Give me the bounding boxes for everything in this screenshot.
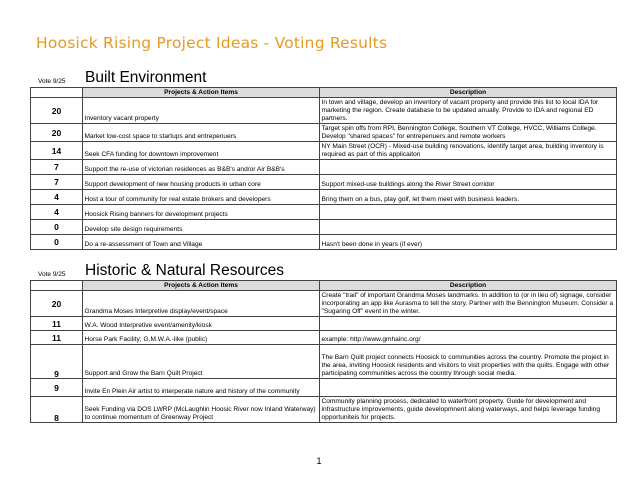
table-row (31, 345, 617, 379)
vote-count: 20 (31, 124, 83, 142)
vote-count: 11 (31, 331, 83, 345)
vote-count: 4 (31, 190, 83, 205)
votes-header-cell (31, 281, 83, 291)
description-cell (320, 317, 617, 331)
vote-count: 0 (31, 235, 83, 250)
table-row (31, 397, 617, 423)
column-header-description: Description (320, 281, 617, 291)
description-cell: Hasn't been done in years (if ever) (320, 235, 617, 250)
vote-count: 7 (31, 160, 83, 175)
vote-count: 4 (31, 205, 83, 220)
item-cell: Develop site design requirements (83, 220, 320, 235)
vote-count: 0 (31, 220, 83, 235)
table-row (31, 331, 617, 345)
description-cell: example: http://www.gmhainc.org/ (320, 331, 617, 345)
table-row (31, 98, 617, 124)
vote-count: 20 (31, 291, 83, 317)
section-historic-natural-resources (30, 260, 616, 423)
item-cell: Host a tour of community for real estate brokers and developers (83, 190, 320, 205)
table-row (31, 160, 617, 175)
table-row (31, 220, 617, 235)
item-cell: Market low-cost space to startups and entrepenuers (83, 124, 320, 142)
section-title: Built Environment (85, 69, 207, 86)
vote-label: Vote 9/25 (38, 78, 66, 85)
item-cell: Do a re-assessment of Town and Village (83, 235, 320, 250)
page-title: Hoosick Rising Project Ideas - Voting Results (36, 34, 388, 52)
column-header-items: Projects & Action Items (83, 281, 320, 291)
table-row (31, 124, 617, 142)
description-cell: NY Main Street (OCR) - Mixed-use building renovations, identify target area, building inventory is required as part of this applicaiton (320, 142, 617, 160)
column-header-description: Description (320, 88, 617, 98)
item-cell: Seek CFA funding for downtown improvement (83, 142, 320, 160)
projects-table (30, 87, 617, 250)
table-header-row (31, 88, 617, 98)
page-number: 1 (316, 456, 322, 466)
table-row (31, 317, 617, 331)
vote-count: 11 (31, 317, 83, 331)
table-header-row (31, 281, 617, 291)
item-cell: Invite En Plein Air artist to interperate nature and history of the community (83, 379, 320, 397)
item-cell: Horse Park Facility; G.M.W.A.-like (public) (83, 331, 320, 345)
votes-header-cell (31, 88, 83, 98)
table-row (31, 190, 617, 205)
table-row (31, 205, 617, 220)
description-cell: Bring them on a bus, play golf, let them meet with business leaders. (320, 190, 617, 205)
description-cell: Support mixed-use buildings along the River Street corridor (320, 175, 617, 190)
description-cell: The Barn Quilt project connects Hoosick to communities across the country. Promote the project in the area, inviting Hoosick residents and visitors to visit properties with the quilts. Engage with other participating communities across the country through social media. (320, 345, 617, 379)
vote-count: 20 (31, 98, 83, 124)
item-cell: Hoosick Rising banners for development projects (83, 205, 320, 220)
item-cell: Support the re-use of victorian residences as B&B's and/or Air B&B's (83, 160, 320, 175)
item-cell: W.A. Wood Interpretive event/amenity/kiosk (83, 317, 320, 331)
vote-count: 9 (31, 345, 83, 379)
description-cell: Create "trail" of important Grandma Moses landmarks. In addition to (or in lieu of) signage, consider incorporating an app like Aurasma to tell the story. Partner with the Bennington Museum. Consider a "Sugaring Off" event in the winter. (320, 291, 617, 317)
table-row (31, 379, 617, 397)
section-built-environment (30, 67, 616, 250)
description-cell (320, 160, 617, 175)
description-cell (320, 220, 617, 235)
vote-count: 7 (31, 175, 83, 190)
description-cell (320, 379, 617, 397)
section-title: Historic & Natural Resources (85, 262, 284, 279)
description-cell: In town and village, develop an inventory of vacant property and provide this list to local IDA for marketing the region. Create database to be updated anually. Provide to IDA and regional ED partners. (320, 98, 617, 124)
vote-label: Vote 9/25 (38, 271, 66, 278)
description-cell (320, 205, 617, 220)
table-row (31, 291, 617, 317)
section-header (30, 260, 616, 280)
description-cell: Community planning process, dedicated to waterfront property. Guide for development and infrastructure improvements, guide developmnent along waterways, and helps leverage funding opportuniteis for projects. (320, 397, 617, 423)
vote-count: 14 (31, 142, 83, 160)
item-cell: Grandma Moses Interpretive display/event/space (83, 291, 320, 317)
item-cell: Seek Funding via DOS LWRP (McLaughlin Hoosic River now Inland Waterway) to continue momentum of Greenway Project (83, 397, 320, 423)
projects-table (30, 280, 617, 423)
section-header (30, 67, 616, 87)
vote-count: 8 (31, 397, 83, 423)
vote-count: 9 (31, 379, 83, 397)
item-cell: Inventory vacant property (83, 98, 320, 124)
table-row (31, 142, 617, 160)
item-cell: Support development of new housing products in urban core (83, 175, 320, 190)
table-row (31, 175, 617, 190)
table-row (31, 235, 617, 250)
description-cell: Target spin offs from RPI, Bennington College, Southern VT College, HVCC, Williams College. Develop "shared spaces" for entrepenuers and remote workers (320, 124, 617, 142)
column-header-items: Projects & Action Items (83, 88, 320, 98)
item-cell: Support and Grow the Barn Quilt Project (83, 345, 320, 379)
